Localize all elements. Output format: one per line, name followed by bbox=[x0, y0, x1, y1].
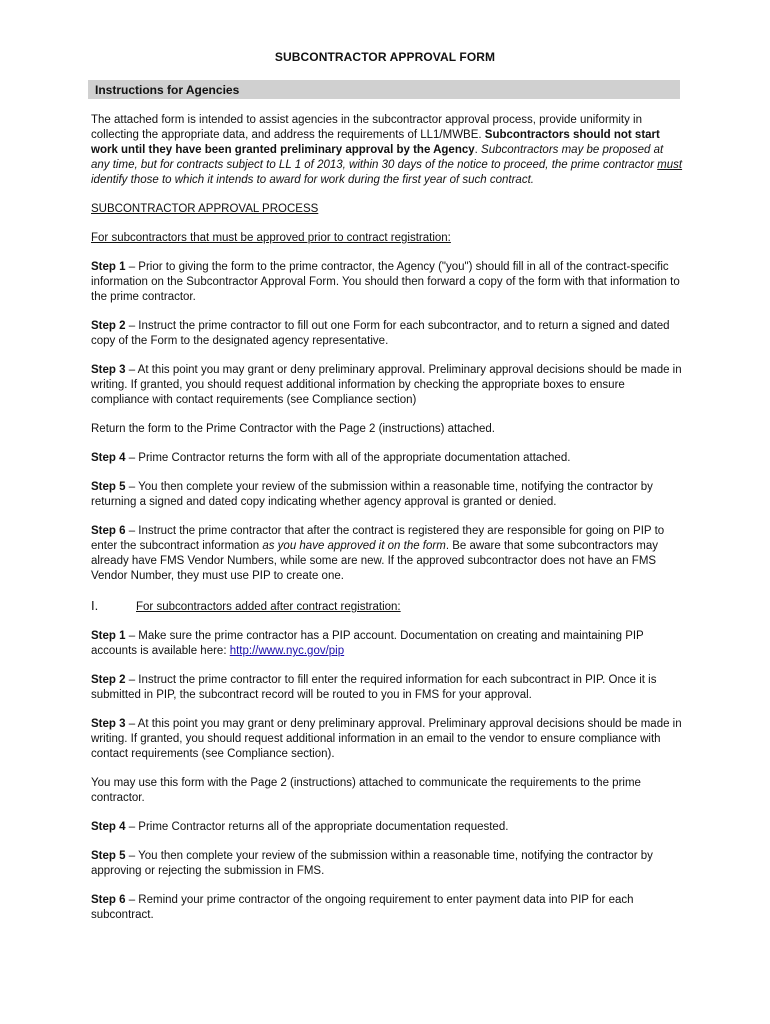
part1-heading: For subcontractors that must be approved prior to contract registration: bbox=[91, 232, 451, 244]
part2-step-4: Step 4 – Prime Contractor returns all of the appropriate documentation requested. bbox=[91, 821, 509, 833]
part1-step-1: Step 1 – Prior to giving the form to the prime contractor, the Agency ("you") should fill in all of the contract-specific information on the Subcontractor Approval Form. You should then forward a copy of the form with that information to the prime contractor. bbox=[91, 261, 680, 303]
part2-step-6: Step 6 – Remind your prime contractor of the ongoing requirement to enter payment data into PIP for each subcontract. bbox=[91, 894, 634, 921]
part1-step-5: Step 5 – You then complete your review of the submission within a reasonable time, notifying the contractor by returning a signed and dated copy indicating whether agency approval is granted or denied. bbox=[91, 481, 653, 508]
part2-numeral: I. bbox=[91, 598, 99, 613]
part2-step-3: Step 3 – At this point you may grant or deny preliminary approval. Preliminary approval decisions should be made in writing. If granted, you should request additional information in an email to the vendor to ensure compliance with contact requirements (see Compliance section). bbox=[91, 718, 682, 760]
intro-paragraph: The attached form is intended to assist agencies in the subcontractor approval process, provide uniformity in collecting the appropriate data, and address the requirements of LL1/MWBE. Subcontractors should not start work until they have been granted preliminary approval by the Agency. Subcontractors may be proposed at any time, but for contracts subject to LL 1 of 2013, within 30 days of the notice to proceed, the prime contractor must identify those to which it intends to award for work during the first year of such contract. bbox=[91, 114, 683, 186]
document-title: SUBCONTRACTOR APPROVAL FORM bbox=[274, 50, 496, 64]
part1-step-2: Step 2 – Instruct the prime contractor to fill out one Form for each subcontractor, and to return a signed and dated copy of the Form to the designated agency representative. bbox=[91, 320, 670, 347]
part2-note: You may use this form with the Page 2 (instructions) attached to communicate the requirements to the prime contractor. bbox=[91, 777, 641, 804]
part1-step-6: Step 6 – Instruct the prime contractor that after the contract is registered they are responsible for going on PIP to enter the subcontract information as you have approved it on the form. Be aware that some subcontractors may already have FMS Vendor Numbers, while some are new. If the approved subcontractor does not have an FMS Vendor Number, they must use PIP to create one. bbox=[91, 525, 665, 582]
part2-heading-row bbox=[91, 598, 683, 615]
pip-link[interactable]: http://www.nyc.gov/pip bbox=[229, 645, 345, 657]
intro-bold-warning: Subcontractors should not start work until they have been granted preliminary approval by the Agency bbox=[91, 129, 660, 156]
must-emphasis: must bbox=[657, 159, 683, 171]
process-heading: SUBCONTRACTOR APPROVAL PROCESS bbox=[91, 203, 319, 215]
document-body bbox=[91, 113, 683, 937]
section-heading: Instructions for Agencies bbox=[95, 83, 240, 97]
return-note: Return the form to the Prime Contractor with the Page 2 (instructions) attached. bbox=[91, 423, 495, 435]
part1-step-3: Step 3 – At this point you may grant or deny preliminary approval. Preliminary approval decisions should be made in writing. If granted, you should request additional information by checking the appropriate boxes to ensure compliance with contact requirements (see Compliance section) bbox=[91, 364, 682, 406]
part1-step-4: Step 4 – Prime Contractor returns the form with all of the appropriate documentation attached. bbox=[91, 452, 571, 464]
part2-heading: For subcontractors added after contract registration: bbox=[136, 601, 401, 613]
part2-step-5: Step 5 – You then complete your review of the submission within a reasonable time, notifying the contractor by approving or rejecting the submission in FMS. bbox=[91, 850, 653, 877]
part2-step-2: Step 2 – Instruct the prime contractor to fill enter the required information for each subcontract in PIP. Once it is submitted in PIP, the subcontract record will be routed to you in FMS for your approval. bbox=[91, 674, 657, 701]
section-heading-bar bbox=[88, 80, 680, 99]
part2-step-1: Step 1 – Make sure the prime contractor has a PIP account. Documentation on creating and maintaining PIP accounts is available here: http://www.nyc.gov/pip bbox=[91, 630, 644, 657]
